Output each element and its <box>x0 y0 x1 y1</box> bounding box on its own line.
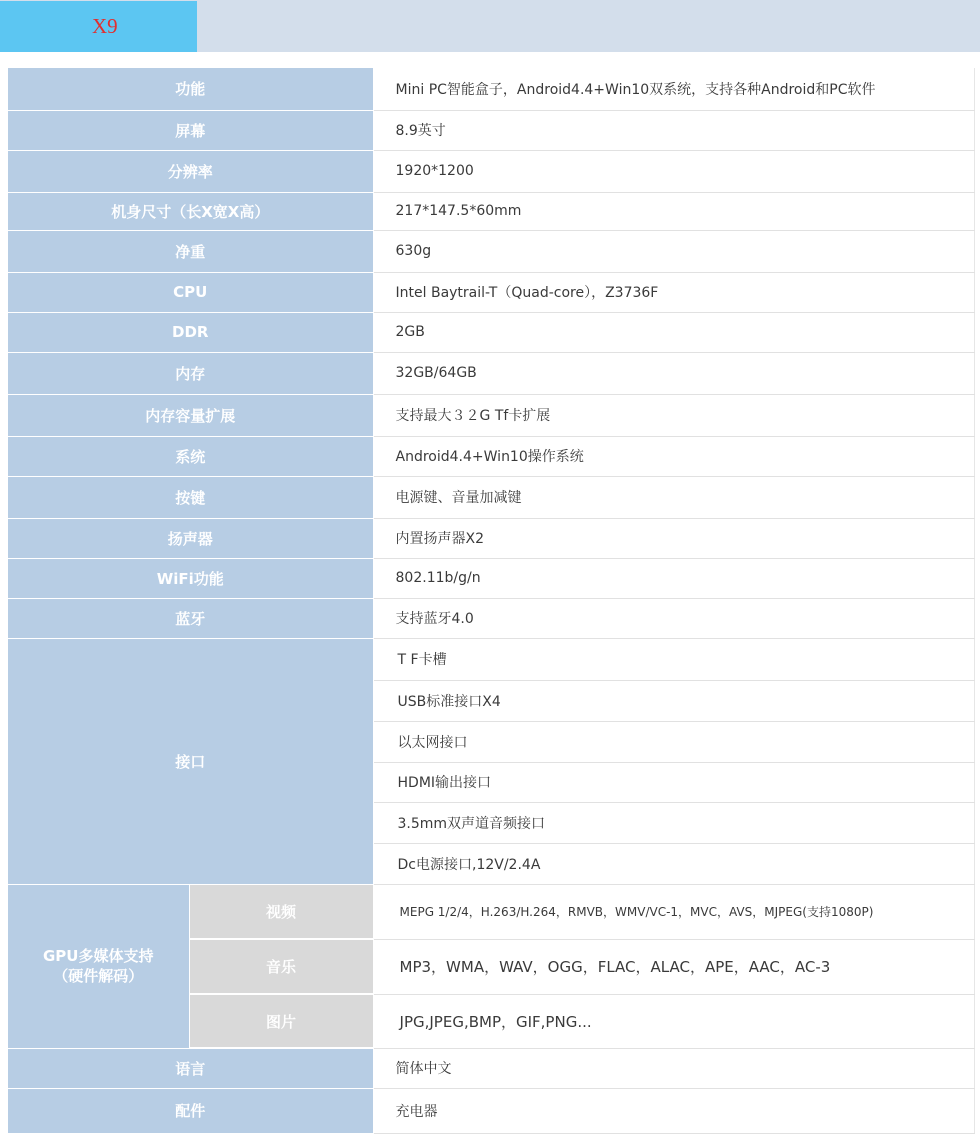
spec-label: 内存容量扩展 <box>8 394 373 436</box>
spec-value: 32GB/64GB <box>373 352 974 394</box>
spec-row-function <box>8 68 974 110</box>
port-item: T F卡槽 <box>373 638 974 680</box>
spec-value: Intel Baytrail-T（Quad-core），Z3736F <box>373 272 974 312</box>
spec-label: 配件 <box>8 1088 373 1133</box>
spec-label: 语言 <box>8 1048 373 1088</box>
spec-row-buttons <box>8 476 974 518</box>
spec-label: 按键 <box>8 476 373 518</box>
spec-row-bluetooth <box>8 598 974 638</box>
gpu-sub-label: 视频 <box>189 884 373 939</box>
spec-row-expansion <box>8 394 974 436</box>
spec-label: 净重 <box>8 230 373 272</box>
gpu-sub-label: 图片 <box>189 994 373 1048</box>
spec-label: 屏幕 <box>8 110 373 150</box>
spec-row-storage <box>8 352 974 394</box>
spec-value: 支持蓝牙4.0 <box>373 598 974 638</box>
spec-label: 扬声器 <box>8 518 373 558</box>
spec-row-dimensions <box>8 192 974 230</box>
port-item: HDMI输出接口 <box>373 762 974 802</box>
gpu-sub-label: 音乐 <box>189 939 373 994</box>
model-tab <box>0 1 197 52</box>
spec-label: 系统 <box>8 436 373 476</box>
spec-value: 802.11b/g/n <box>373 558 974 598</box>
spec-label: WiFi功能 <box>8 558 373 598</box>
spec-row-speaker <box>8 518 974 558</box>
spec-value: 1920*1200 <box>373 150 974 192</box>
spec-value: MP3，WMA，WAV，OGG，FLAC，ALAC，APE，AAC，AC-3 <box>373 939 974 994</box>
spec-row-os <box>8 436 974 476</box>
spec-value: MEPG 1/2/4，H.263/H.264，RMVB，WMV/VC-1，MVC，AVS，MJPEG(支持1080P) <box>373 884 974 939</box>
spec-value: Mini PC智能盒子，Android4.4+Win10双系统，支持各种Android和PC软件 <box>373 68 974 110</box>
spec-row-screen <box>8 110 974 150</box>
spec-value: 充电器 <box>373 1088 974 1133</box>
port-item: USB标准接口X4 <box>373 680 974 721</box>
port-item: 以太网接口 <box>373 721 974 762</box>
spec-value: 支持最大３２G Tf卡扩展 <box>373 394 974 436</box>
gpu-label-line2: （硬件解码） <box>53 967 144 985</box>
spec-value: Android4.4+Win10操作系统 <box>373 436 974 476</box>
port-item: Dc电源接口,12V/2.4A <box>373 843 974 884</box>
spec-label: 接口 <box>8 638 373 884</box>
spec-row-gpu-video <box>8 884 974 939</box>
spec-label: 功能 <box>8 68 373 110</box>
spec-label: 机身尺寸（长X宽X高） <box>8 192 373 230</box>
spec-row-wifi <box>8 558 974 598</box>
spec-label: 蓝牙 <box>8 598 373 638</box>
spec-value: 简体中文 <box>373 1048 974 1088</box>
spec-value: 8.9英寸 <box>373 110 974 150</box>
spec-row-language <box>8 1048 974 1088</box>
spec-row-ddr <box>8 312 974 352</box>
gpu-label-line1: GPU多媒体支持 <box>43 947 154 965</box>
gpu-group-label <box>8 884 189 1048</box>
spec-row-accessories <box>8 1088 974 1133</box>
spec-label: 分辨率 <box>8 150 373 192</box>
spec-value: 电源键、音量加减键 <box>373 476 974 518</box>
spec-row-ports <box>8 638 974 680</box>
spec-value: JPG,JPEG,BMP，GIF,PNG... <box>373 994 974 1048</box>
port-item: 3.5mm双声道音频接口 <box>373 802 974 843</box>
spec-value: 630g <box>373 230 974 272</box>
spec-value: 内置扬声器X2 <box>373 518 974 558</box>
model-name: X9 <box>92 14 118 38</box>
spec-row-cpu <box>8 272 974 312</box>
spec-label: 内存 <box>8 352 373 394</box>
spec-label: DDR <box>8 312 373 352</box>
spec-row-resolution <box>8 150 974 192</box>
spec-table <box>8 68 975 1134</box>
spec-row-weight <box>8 230 974 272</box>
spec-value: 2GB <box>373 312 974 352</box>
spec-label: CPU <box>8 272 373 312</box>
spec-value: 217*147.5*60mm <box>373 192 974 230</box>
